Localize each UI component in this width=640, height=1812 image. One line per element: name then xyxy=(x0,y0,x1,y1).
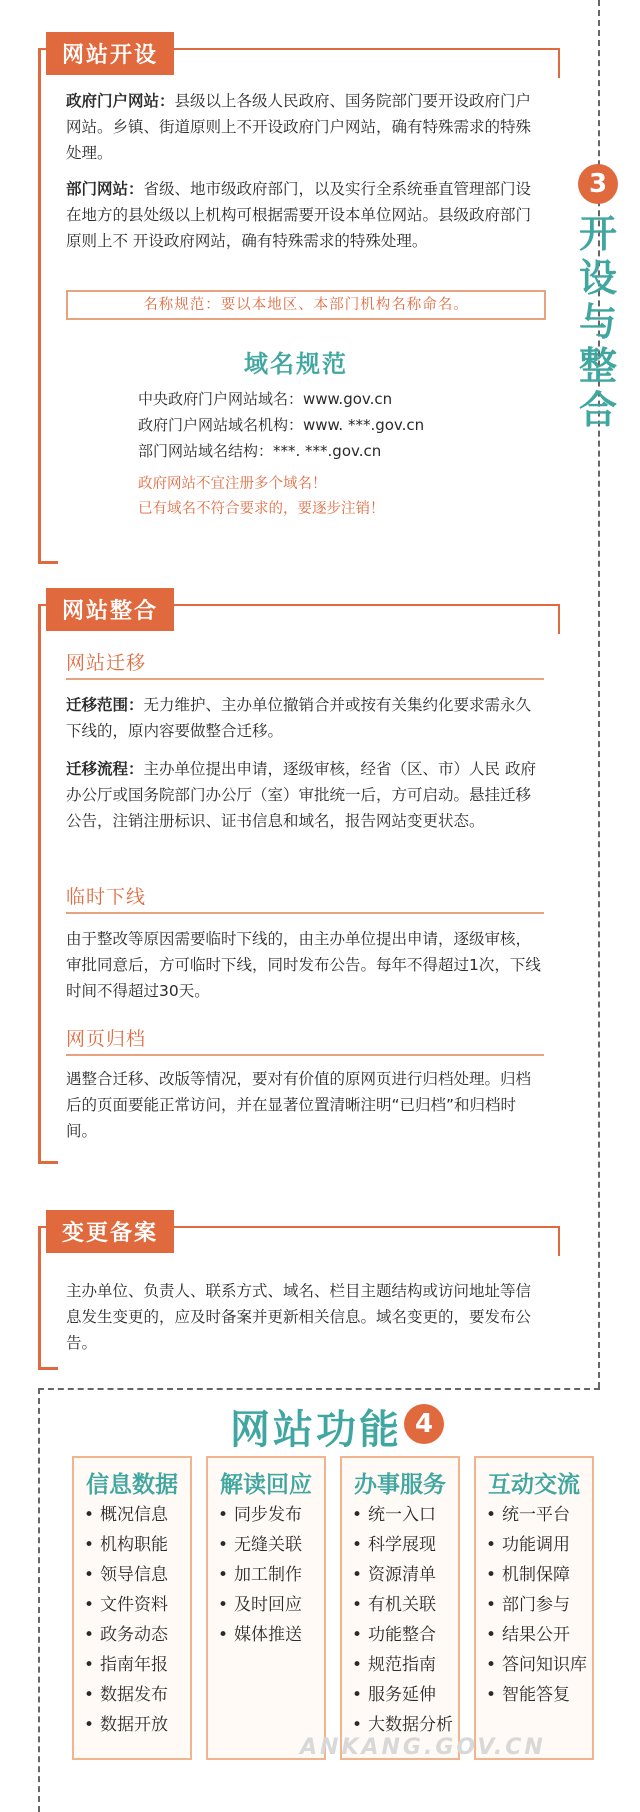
function-item: • 机制保障 xyxy=(486,1560,592,1590)
section-4-number-badge: 4 xyxy=(404,1404,444,1444)
function-item: • 政务动态 xyxy=(84,1620,190,1650)
department-site-paragraph: 部门网站：省级、地市级政府部门，以及实行全系统垂直管理部门设在地方的县处级以上机构可根据需要开设本单位网站。县级政府部门原则上不 开设政府网站，确有特殊需求的特殊处理。 xyxy=(66,180,532,250)
function-column-title: 办事服务 xyxy=(354,1472,446,1498)
function-item: • 有机关联 xyxy=(352,1590,458,1620)
change-record-paragraph: 主办单位、负责人、联系方式、域名、栏目主题结构或访问地址等信息发生变更的，应及时备案并更新相关信息。域名变更的，要发布公告。 xyxy=(66,1282,532,1352)
domain-line-department: 部门网站域名结构：***. ***.gov.cn xyxy=(138,442,382,460)
function-item: • 概况信息 xyxy=(84,1500,190,1530)
function-item: • 智能答复 xyxy=(486,1680,592,1710)
function-item: • 加工制作 xyxy=(218,1560,324,1590)
change-record-section-title: 变更备案 xyxy=(46,1210,174,1253)
site-watermark: ANKANG.GOV.CN xyxy=(300,1735,546,1760)
function-column-services xyxy=(340,1456,460,1760)
function-item: • 数据开放 xyxy=(84,1710,190,1740)
migration-scope-paragraph: 迁移范围：无力维护、主办单位撤销合并或按有关集约化要求需永久下线的，原内容要做整合迁移。 xyxy=(66,696,532,740)
function-item: • 领导信息 xyxy=(84,1560,190,1590)
function-item: • 科学展现 xyxy=(352,1530,458,1560)
portal-site-paragraph: 政府门户网站：县级以上各级人民政府、国务院部门要开设政府门户网站。乡镇、街道原则上不开设政府门户网站，确有特殊需求的特殊处理。 xyxy=(66,92,532,162)
dashed-border-mid xyxy=(38,1388,600,1390)
function-item: • 答问知识库 xyxy=(486,1650,592,1680)
function-column-interpret-respond xyxy=(206,1456,326,1760)
function-item: • 文件资料 xyxy=(84,1590,190,1620)
function-item: • 规范指南 xyxy=(352,1650,458,1680)
function-column-title: 互动交流 xyxy=(488,1472,580,1498)
domain-line-portal: 政府门户网站域名机构：www. ***.gov.cn xyxy=(138,416,425,434)
domain-rule-title: 域名规范 xyxy=(244,350,348,378)
function-item: • 资源清单 xyxy=(352,1560,458,1590)
function-item: • 统一入口 xyxy=(352,1500,458,1530)
naming-rule-box: 名称规范：要以本地区、本部门机构名称命名。 xyxy=(66,290,546,320)
archive-subheading: 网页归档 xyxy=(66,1028,147,1050)
function-item: • 无缝关联 xyxy=(218,1530,324,1560)
function-item: • 媒体推送 xyxy=(218,1620,324,1650)
website-functions-title: 网站功能 xyxy=(230,1407,402,1453)
function-item: • 指南年报 xyxy=(84,1650,190,1680)
function-item: • 同步发布 xyxy=(218,1500,324,1530)
function-item: • 统一平台 xyxy=(486,1500,592,1530)
integration-section-title: 网站整合 xyxy=(46,588,174,631)
function-item: • 及时回应 xyxy=(218,1590,324,1620)
offline-subheading: 临时下线 xyxy=(66,886,147,908)
domain-warning-1: 政府网站不宜注册多个域名！ xyxy=(138,476,327,492)
migration-subheading: 网站迁移 xyxy=(66,652,147,674)
function-item: • 数据发布 xyxy=(84,1680,190,1710)
domain-warning-2: 已有域名不符合要求的，要逐步注销！ xyxy=(138,501,385,517)
function-item: • 功能整合 xyxy=(352,1620,458,1650)
archive-paragraph: 遇整合迁移、改版等情况，要对有价值的原网页进行归档处理。归档后的页面要能正常访问，并在显著位置清晰注明“已归档”和归档时间。 xyxy=(66,1070,532,1140)
section-vertical-title: 开 设 与 整 合 xyxy=(578,212,617,432)
function-item: • 功能调用 xyxy=(486,1530,592,1560)
function-item: • 机构职能 xyxy=(84,1530,190,1560)
function-column-title: 解读回应 xyxy=(220,1472,312,1498)
offline-paragraph: 由于整改等原因需要临时下线的，由主办单位提出申请，逐级审核，审批同意后，方可临时下线，同时发布公告。每年不得超过1次，下线时间不得超过30天。 xyxy=(66,930,541,1000)
function-item: • 结果公开 xyxy=(486,1620,592,1650)
function-item: • 部门参与 xyxy=(486,1590,592,1620)
function-column-title: 信息数据 xyxy=(86,1472,178,1498)
migration-process-paragraph: 迁移流程：主办单位提出申请，逐级审核，经省（区、市）人民 政府办公厅或国务院部门办公厅（室）审批统一后，方可启动。悬挂迁移公告，注销注册标识、证书信息和域名，报告网站变更状态。 xyxy=(66,760,536,830)
setup-section-title: 网站开设 xyxy=(46,32,174,75)
function-item: • 服务延伸 xyxy=(352,1680,458,1710)
function-column-info-data xyxy=(72,1456,192,1760)
domain-line-central: 中央政府门户网站域名：www.gov.cn xyxy=(138,390,393,408)
dashed-border-left-bottom xyxy=(38,1388,40,1812)
section-number-badge: 3 xyxy=(578,164,618,204)
dashed-border-right-top xyxy=(598,0,600,1388)
function-column-interaction xyxy=(474,1456,594,1760)
function-item: • 大数据分析 xyxy=(352,1710,458,1740)
